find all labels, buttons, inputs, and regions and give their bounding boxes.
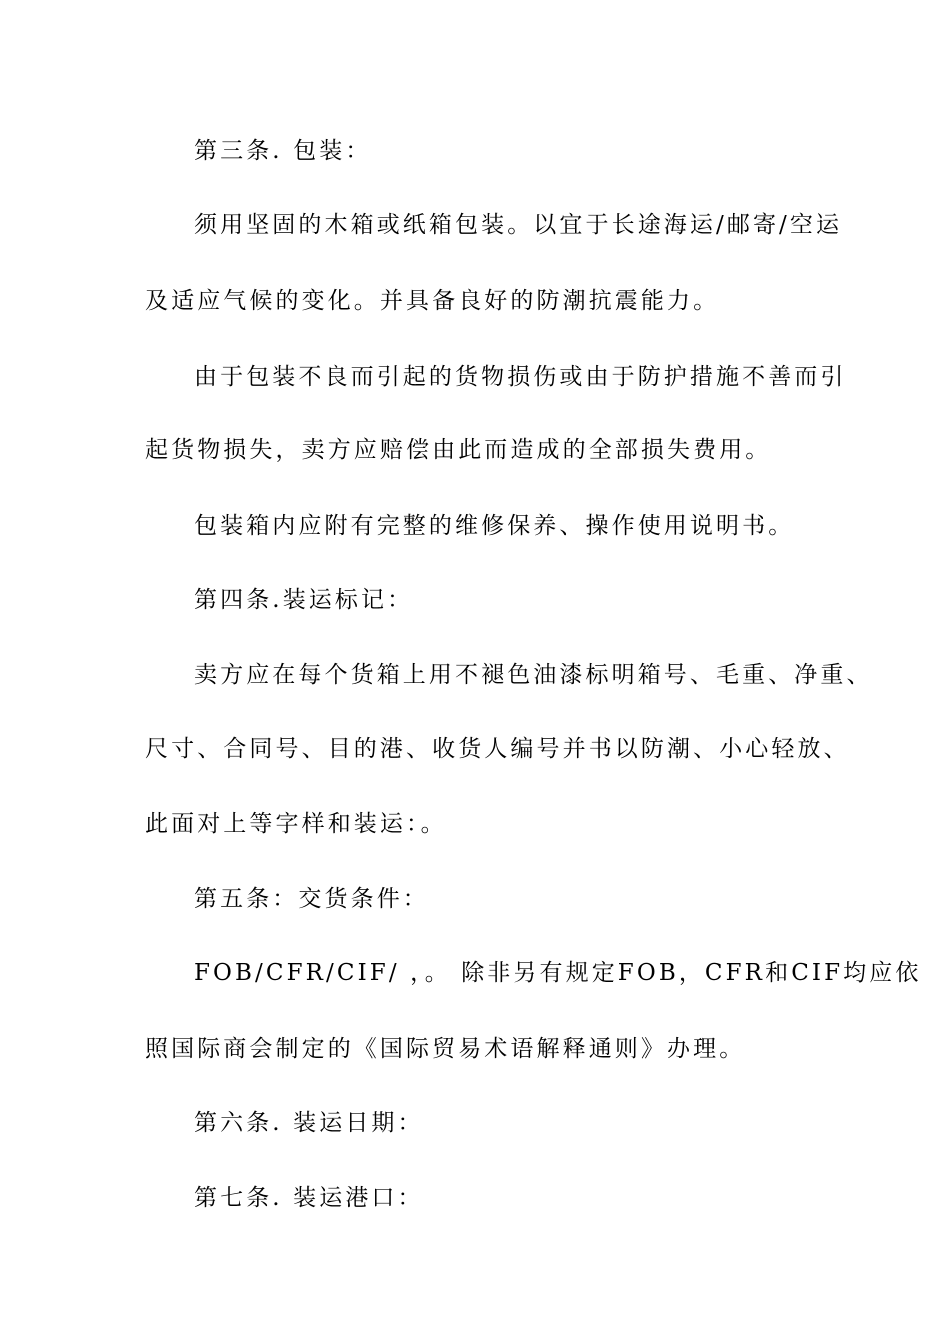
delivery-text-line-2: 照国际商会制定的《国际贸易术语解释通则》办理。 <box>145 1036 746 1062</box>
section-7-heading: 第七条. 装运港口： <box>194 1185 424 1211</box>
section-6-heading: 第六条. 装运日期： <box>194 1110 424 1136</box>
marking-text-line-1: 卖方应在每个货箱上用不褪色油漆标明箱号、毛重、净重、 <box>194 662 873 688</box>
marking-text-line-2: 尺寸、合同号、目的港、收货人编号并书以防潮、小心轻放、 <box>145 736 850 762</box>
packaging-text-line-1: 须用坚固的木箱或纸箱包装。以宜于长途海运/邮寄/空运 <box>194 212 843 238</box>
damage-text-line-2: 起货物损失，卖方应赔偿由此而造成的全部损失费用。 <box>145 437 772 463</box>
delivery-text-line-1: FOB/CFR/CIF/ ，。 除非另有规定FOB，CFR和CIF均应依 <box>194 960 922 986</box>
section-4-heading: 第四条.装运标记： <box>194 587 414 613</box>
marking-text-line-3: 此面对上等字样和装运：。 <box>145 811 447 837</box>
section-5-heading: 第五条：交货条件： <box>194 886 429 912</box>
section-3-heading: 第三条. 包装： <box>194 138 372 164</box>
packaging-text-line-2: 及适应气候的变化。并具备良好的防潮抗震能力。 <box>145 288 720 314</box>
manual-text-line: 包装箱内应附有完整的维修保养、操作使用说明书。 <box>194 513 795 539</box>
damage-text-line-1: 由于包装不良而引起的货物损伤或由于防护措施不善而引 <box>194 364 847 390</box>
